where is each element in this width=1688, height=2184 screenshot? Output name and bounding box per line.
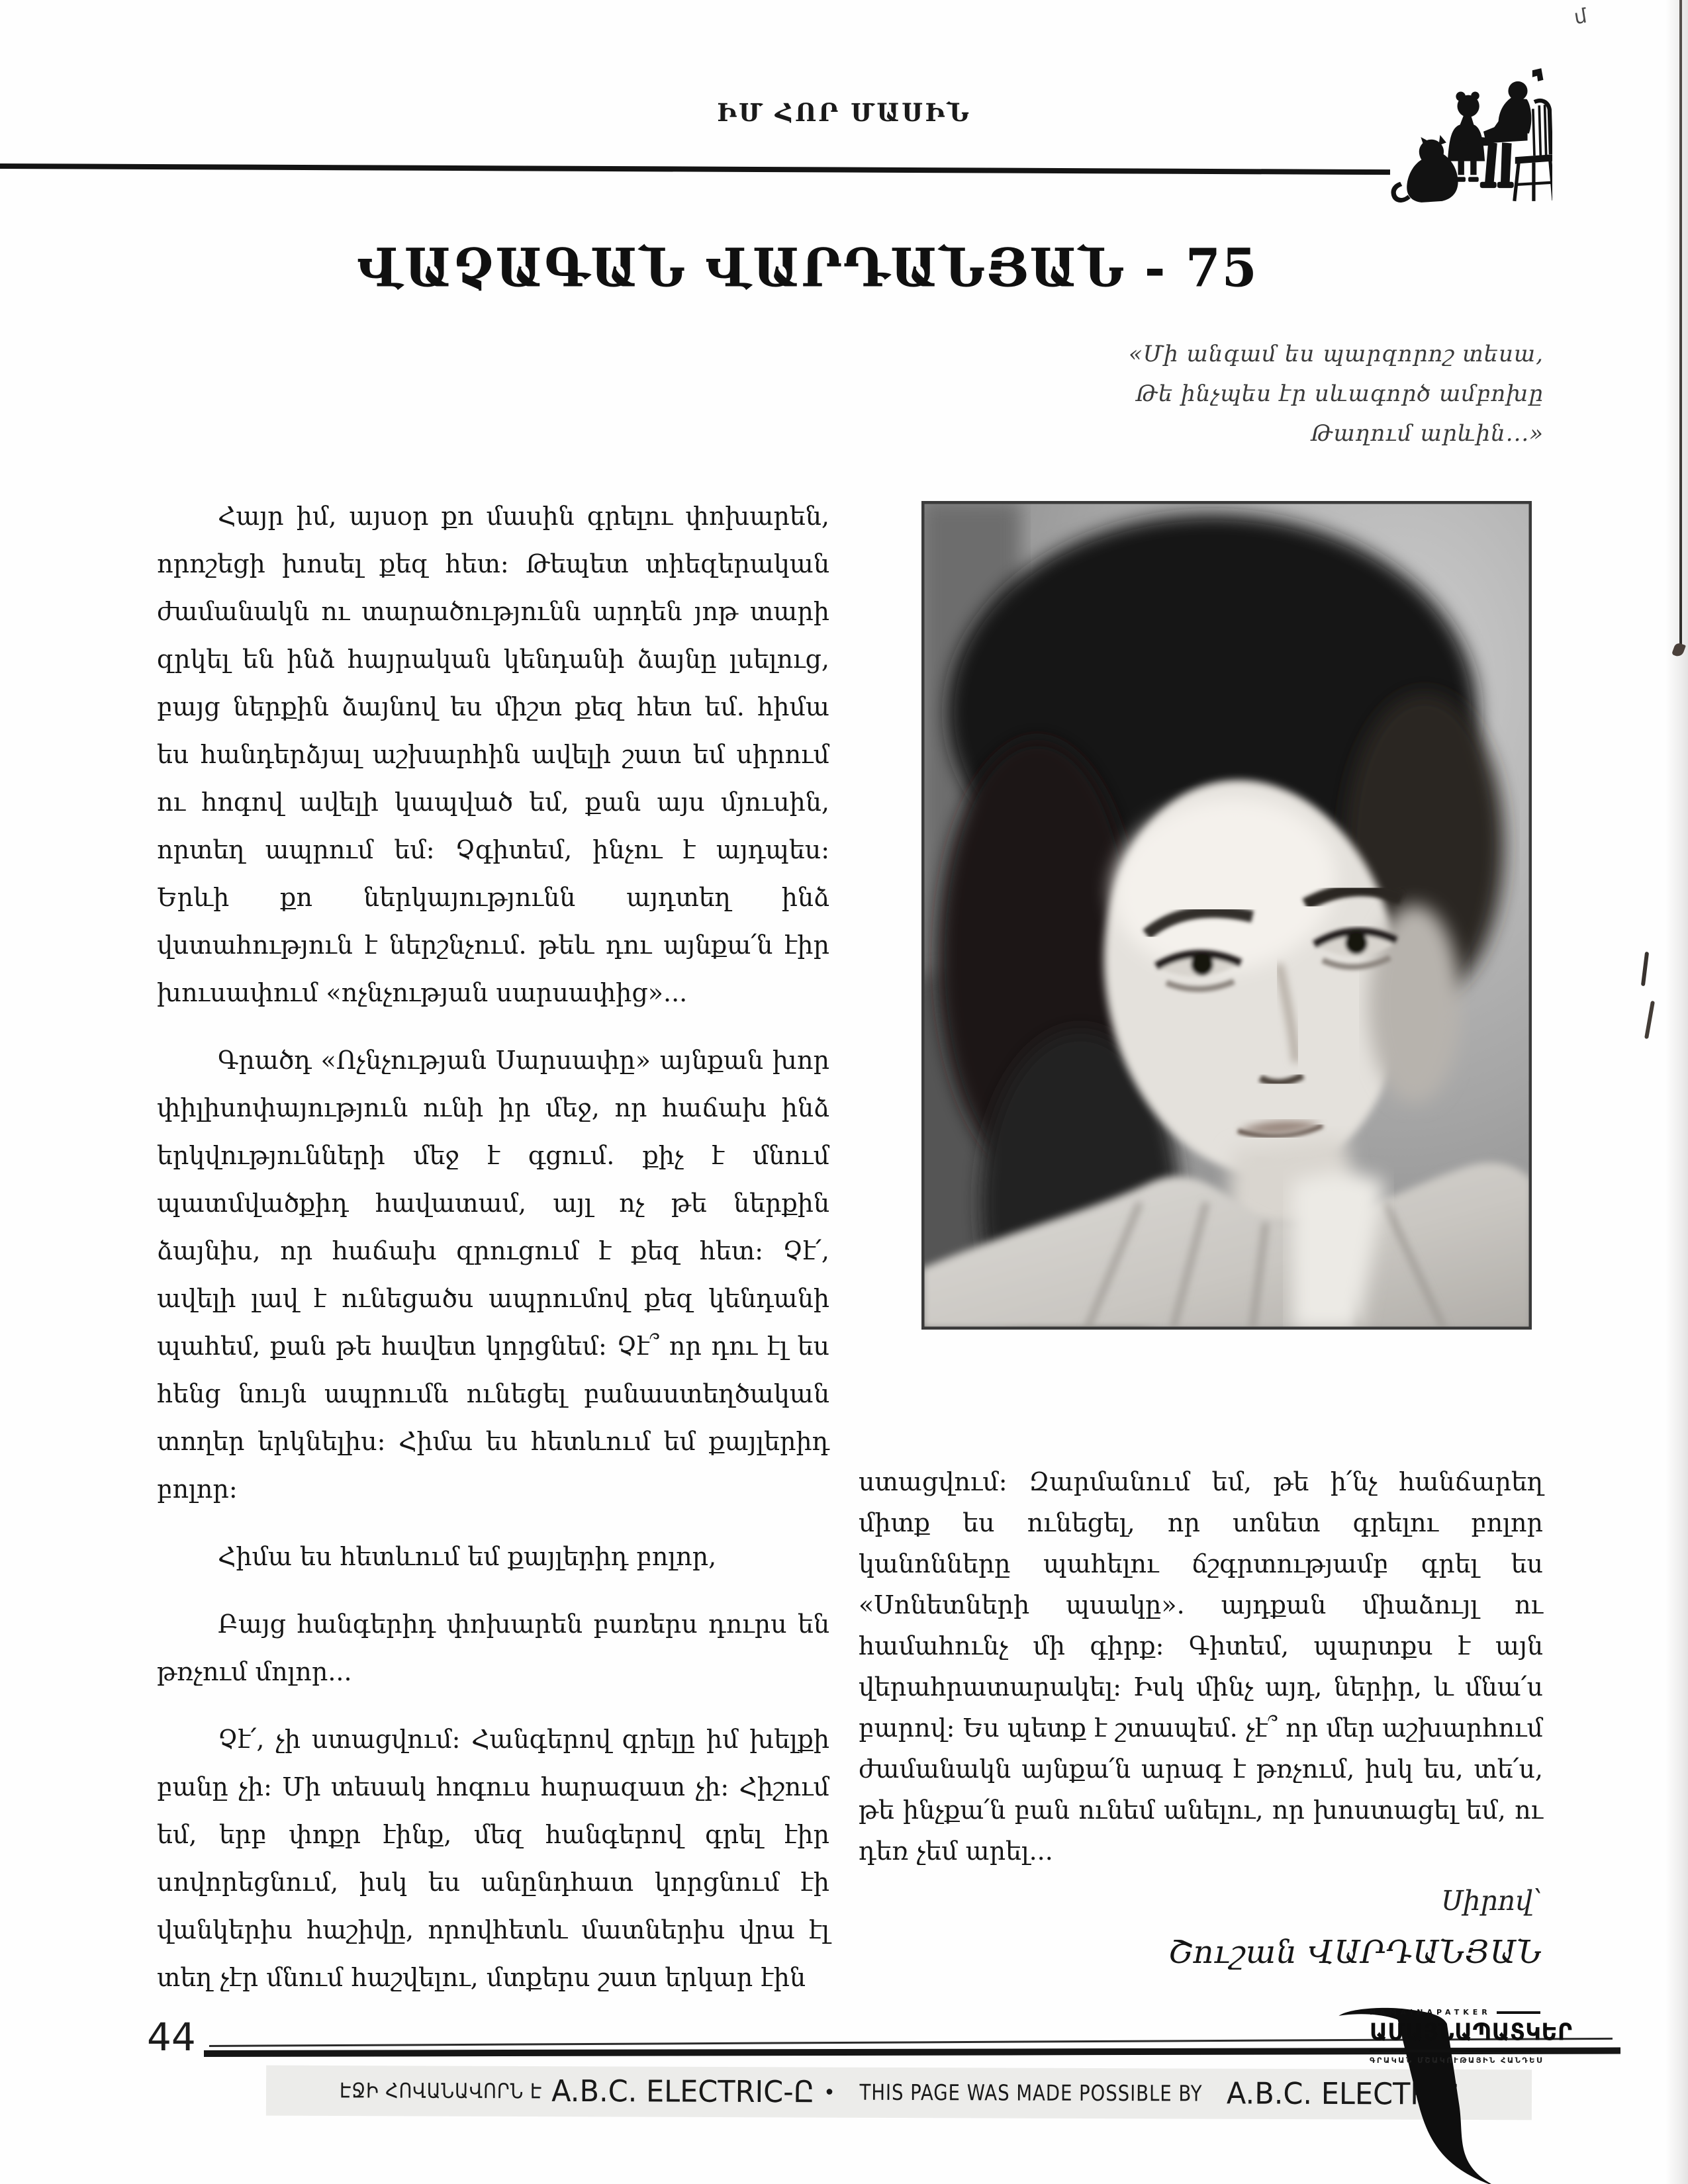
magazine-logo [1334, 2003, 1678, 2184]
logo-latin-row [1370, 2008, 1540, 2017]
grandfather-child-cat-illustration [1380, 66, 1552, 212]
logo-rule [1497, 2011, 1540, 2014]
epigraph-line: Թե ինչպես էր սևագործ ամբոխը [1136, 381, 1544, 407]
article-left-column [157, 492, 829, 2021]
logo-latin-name: HAMAINAPATKER [1370, 2008, 1491, 2017]
grandfather-silhouette [1480, 81, 1532, 188]
vignette-mark [1532, 68, 1544, 81]
section-header: ԻՄ ՀՈՐ ՄԱՍԻՆ [717, 98, 971, 127]
epigraph-line: Թաղում արևին...» [1311, 420, 1544, 447]
signature-salutation: Սիրով՝ [1441, 1885, 1542, 1917]
article-right-column [859, 1461, 1543, 1872]
sponsor-name-armenian: A.B.C. ELECTRIC-Ը [551, 2073, 815, 2110]
scan-margin-mark [1641, 952, 1649, 986]
verse-line: Հիմա ես հետևում եմ քայլերիդ բոլոր, [218, 1542, 717, 1571]
logo-text-block [1370, 2008, 1573, 2065]
signature-block [1168, 1885, 1542, 1971]
page-number: 44 [147, 2015, 196, 2060]
separator-dot: • [823, 2081, 835, 2105]
logo-subtitle: ԳՐԱԿԱՆ ՄՇԱԿՈՒԹԱՅԻՆ ՀԱՆԴԵՍ [1370, 2056, 1544, 2065]
signature-name: Շուշան ՎԱՐԴԱՆՅԱՆ [1168, 1934, 1542, 1971]
logo-name: ԱՄԱՅՆԱՊԱՏԿԵՐ [1370, 2017, 1540, 2052]
paragraph: Հայր իմ, այսօր քո մասին գրելու փոխարեն, որոշեցի խոսել քեզ հետ: Թեպետ տիեզերական ժամանակն ու տարածությունն արդեն յոթ տարի զրկել են ինձ հայրական կենդանի ձայնը լսելուց, բայց ներքին ձայնով ես միշտ քեզ հետ եմ. հիմա ես հանդերձյալ աշխարհին ավելի շատ եմ սիրում ու հոգով ավելի կապված եմ, քան այս մյուսին, որտեղ ապրում եմ: Չգիտեմ, ինչու է այդպես: Երևի քո ներկայությունն այդտեղ ինձ վստահություն է ներշնչում. թեև դու այնքա՛ն էիր խուսափում «ոչնչության սարսափից»... [157, 502, 829, 1007]
paragraph: ստացվում: Զարմանում եմ, թե ի՛նչ հանճարեղ միտք ես ունեցել, որ սոնետ գրելու բոլոր կանոնները պահելու ճշգրտությամբ գրել ես «Սոնետների պսակը». այդքան միաձույլ ու համահունչ մի գիրք: Գիտեմ, պարտքս է այն վերահրատարակել: Իսկ մինչ այդ, ներիր, և մնա՛ս բարով: Ես պետք է շտապեմ. չէ՞ որ մեր աշխարհում ժամանակն այնքա՛ն արագ է թռչում, իսկ ես, տե՛ս, թե ինչքա՛ն բան ունեմ անելու, որ խոստացել եմ, ու դեռ չեմ արել... [859, 1467, 1543, 1866]
article-title: ՎԱՉԱԳԱՆ ՎԱՐԴԱՆՅԱՆ - 75 [357, 236, 1258, 299]
sponsor-text-english: THIS PAGE WAS MADE POSSIBLE BY [859, 2079, 1203, 2107]
header-rule [0, 163, 1390, 175]
paragraph: Չէ՛, չի ստացվում: Հանգերով գրելը իմ խելքի բանը չի: Մի տեսակ հոգուս հարազատ չի: Հիշում եմ, երբ փոքր էինք, մեզ հանգերով գրել էիր սովորեցնում, իսկ ես անընդհատ կորցնում էի վանկերիս հաշիվը, որովհետև մատներիս վրա էլ տեղ չէր մնում հաշվելու, մտքերս շատ երկար էին [157, 1725, 829, 1992]
scan-margin-mark [1644, 1001, 1655, 1039]
cat-silhouette [1391, 135, 1458, 203]
epigraph-line: «Մի անգամ ես պարզորոշ տեսա, [1128, 341, 1544, 367]
paragraph: Գրածդ «Ոչնչության Սարսափը» այնքան խոր փիլիսոփայություն ունի իր մեջ, որ հաճախ ինձ երկվությունների մեջ է գցում. քիչ է մնում պատմվածքիդ հավատամ, այլ ոչ թե ներքին ձայնիս, որ հաճախ զրուցում է քեզ հետ: Չէ՛, ավելի լավ է ունեցածս ապրումով քեզ կենդանի պահեմ, քան թե հավետ կորցնեմ: Չէ՞ որ դու էլ ես հենց նույն ապրումն ունեցել բանաստեղծական տողեր երկնելիս: Հիմա ես հետևում եմ քայլերիդ բոլոր: [157, 1046, 829, 1504]
scan-edge-shadow [1665, 0, 1688, 2184]
epigraph-quote [1129, 334, 1544, 453]
portrait-photo [921, 501, 1532, 1330]
sponsor-text-armenian: ԷՋԻ ՀՈՎԱՆԱՎՈՐՆ Է [339, 2079, 543, 2103]
sponsor-name-english: A.B.C. ELECTRIC [1226, 2076, 1459, 2113]
scan-corner-mark: մ [1572, 4, 1589, 30]
verse-line: Բայց հանգերիդ փոխարեն բառերս դուրս են թռչում մոլոր... [157, 1610, 829, 1686]
